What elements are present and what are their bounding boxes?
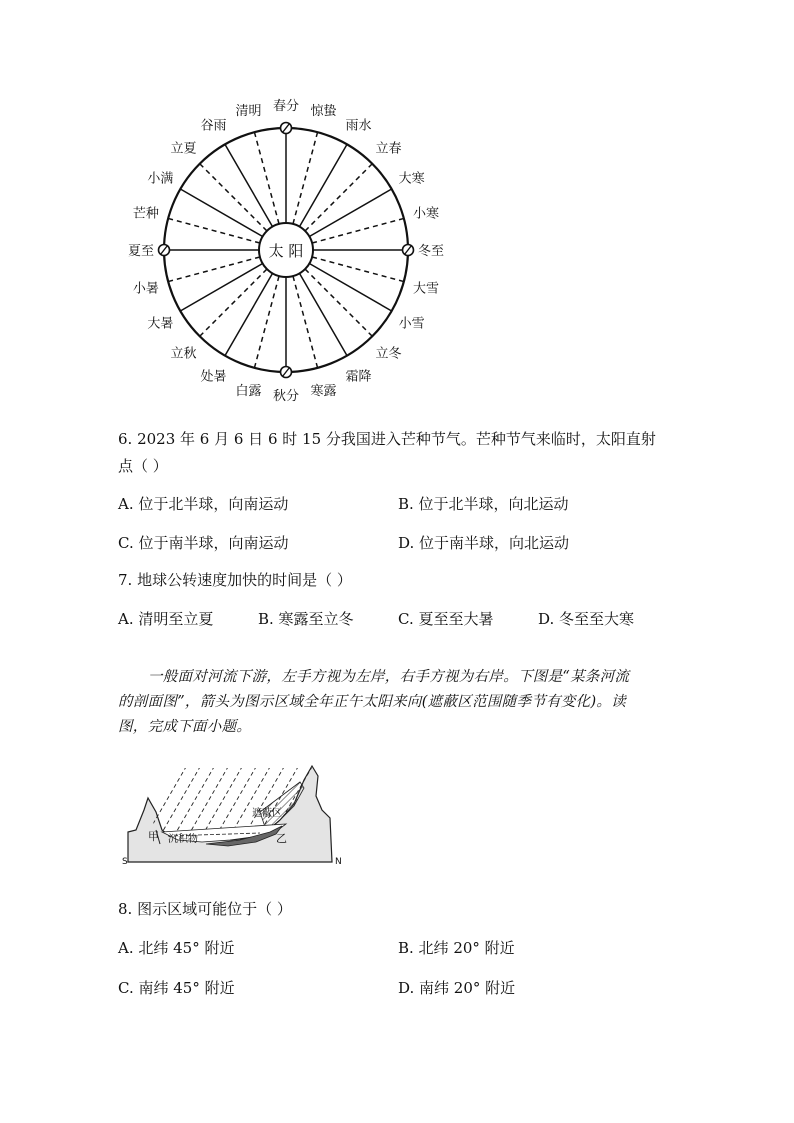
solar-term-label: 秋分 [272,389,300,404]
solar-term-label: 立春 [375,141,402,157]
solar-term-label: 小寒 [413,206,440,222]
solar-term-label: 大雪 [413,281,440,297]
bank-yi-label: 乙 [276,832,287,845]
orbit-spoke [312,218,404,243]
orbit-spoke [300,144,348,226]
orbit-spoke [305,164,372,231]
q7-option-d: D. 冬至至大寒 [538,610,635,628]
orbit-spoke [254,276,279,368]
solar-term-label: 白露 [235,384,262,400]
solar-term-label: 芒种 [132,206,159,222]
orbit-spoke [200,269,267,336]
orbit-spoke [309,189,391,237]
solar-term-label: 立秋 [170,346,197,362]
orbit-spoke [300,273,348,355]
bank-jia-label: 甲 [148,830,159,843]
orbit-spoke [168,218,260,243]
q8-option-c: C. 南纬 45° 附近 [118,979,235,997]
q6-option-a: A. 位于北半球，向南运动 [118,495,289,513]
solar-term-label: 立夏 [170,141,197,157]
q8-option-d: D. 南纬 20° 附近 [398,979,516,997]
south-label: S [122,857,128,867]
sun-label: 太 阳 [268,242,304,260]
q6-stem-line1: 6. 2023 年 6 月 6 日 6 时 15 分我国进入芒种节气。芒种节气来临时，太阳直射 [118,430,656,448]
river-cross-section-diagram [110,760,360,870]
solar-term-label: 春分 [272,99,300,114]
solar-term-label: 小满 [147,171,174,187]
q7-stem: 7. 地球公转速度加快的时间是（ ） [118,571,352,589]
solar-term-label: 寒露 [310,384,337,400]
q8-stem: 8. 图示区域可能位于（ ） [118,900,292,918]
terrain [128,766,332,862]
solar-term-label: 冬至 [417,244,445,259]
orbit-spoke [309,264,391,312]
sediment-label: 沉积物 [168,834,198,845]
orbit-spoke [180,264,262,312]
q7-option-a: A. 清明至立夏 [118,610,214,628]
solar-term-label: 惊蛰 [310,103,337,119]
solar-terms-orbit-diagram [0,0,794,410]
solar-term-label: 谷雨 [200,118,227,134]
orbit-spoke [293,132,318,224]
orbit-spoke [225,144,273,226]
solar-term-label: 雨水 [345,118,372,134]
solar-term-label: 霜降 [345,369,372,385]
orbit-spoke [180,189,262,237]
orbit-spoke [168,257,260,282]
intro-line3: 图，完成下面小题。 [118,719,252,735]
q8-option-a: A. 北纬 45° 附近 [118,939,235,957]
solar-term-label: 小暑 [132,281,159,297]
orbit-spoke [254,132,279,224]
orbit-spoke [305,269,372,336]
north-label: N [335,857,342,867]
solar-term-label: 夏至 [127,244,155,259]
intro-line1: 一般面对河流下游，左手方视为左岸，右手方视为右岸。下图是“某条河流 [148,669,630,685]
orbit-spoke [200,164,267,231]
solar-term-label: 处暑 [200,369,227,385]
shade-label: 遮蔽区 [252,808,282,819]
q6-option-c: C. 位于南半球，向南运动 [118,534,289,552]
q7-option-b: B. 寒露至立冬 [258,610,354,628]
q6-stem-line2: 点（ ） [118,457,168,475]
intro-line2: 的剖面图”，箭头为图示区域全年正午太阳来向(遮蔽区范围随季节有变化)。读 [118,694,627,710]
orbit-spoke [312,257,404,282]
solar-term-label: 大寒 [398,171,425,187]
solar-term-label: 清明 [235,103,262,119]
solar-term-label: 小雪 [398,316,425,332]
orbit-spoke [293,276,318,368]
q6-option-b: B. 位于北半球，向北运动 [398,495,569,513]
solar-term-label: 大暑 [147,316,174,332]
q8-option-b: B. 北纬 20° 附近 [398,939,515,957]
q7-option-c: C. 夏至至大暑 [398,610,494,628]
solar-term-label: 立冬 [375,346,402,362]
orbit-spoke [225,273,273,355]
q6-option-d: D. 位于南半球，向北运动 [398,534,570,552]
